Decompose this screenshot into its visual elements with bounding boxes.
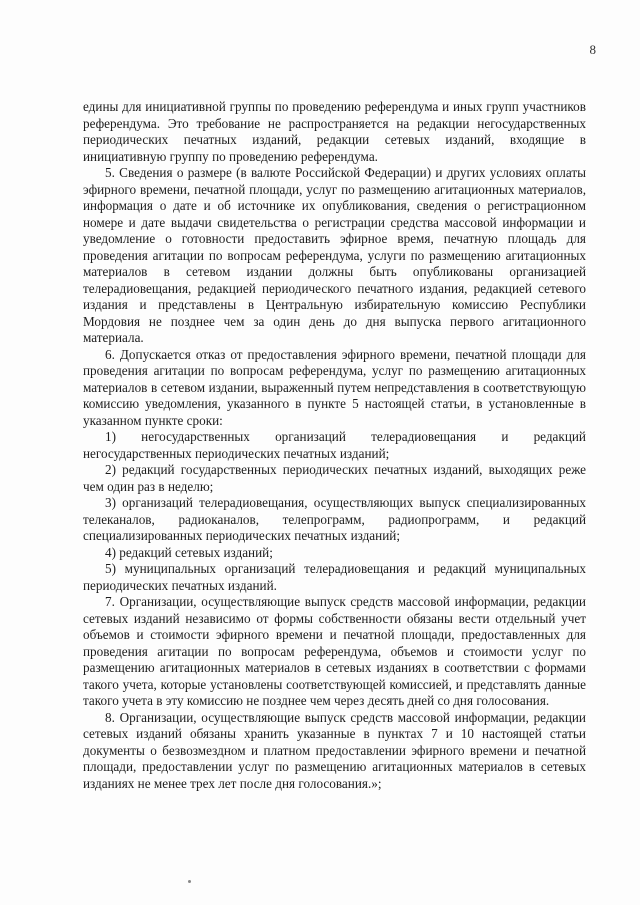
list-item-4: 4) редакций сетевых изданий; <box>105 544 273 560</box>
list-item-2: 2) редакций государственных периодических печатных изданий, выходящих реже чем один раз в неделю; <box>83 462 586 494</box>
page-number: 8 <box>589 42 596 57</box>
scan-speck <box>188 880 191 883</box>
list-item-5: 5) муниципальных организаций телерадиовещания и редакций муниципальных периодических печатных изданий. <box>83 561 586 593</box>
document-body <box>83 99 586 792</box>
paragraph-item-6: 6. Допускается отказ от предоставления эфирного времени, печатной площади для проведения агитации по вопросам референдума, услуг по размещению агитационных материалов в сетевом издании, выраженный путем непредставления в соответствующую комиссию уведомления, указанного в пункте 5 настоящей статьи, в установленные в указанном пункте сроки: <box>83 346 586 428</box>
paragraph-item-8: 8. Организации, осуществляющие выпуск средств массовой информации, редакции сетевых изданий обязаны хранить указанные в пунктах 7 и 10 настоящей статьи документы о безвозмездном и платном предоставлении эфирного времени и печатной площади, предоставлении услуг по размещению агитационных материалов в сетевых изданиях не менее трех лет после дня голосования.»; <box>83 709 586 791</box>
list-item-1: 1) негосударственных организаций телерадиовещания и редакций негосударственных периодических печатных изданий; <box>83 429 586 461</box>
paragraph-continuation: едины для инициативной группы по проведению референдума и иных групп участников референдума. Это требование не распространяется на редакции негосударственных периодических печатных изданий, редакции сетевых изданий, входящие в инициативную группу по проведению референдума. <box>83 99 586 164</box>
paragraph-item-5: 5. Сведения о размере (в валюте Российской Федерации) и других условиях оплаты эфирного времени, печатной площади, услуг по размещению агитационных материалов, информация о дате и об источнике их опубликования, сведения о регистрационном номере и дате выдачи свидетельства о регистрации средства массовой информации и уведомление о готовности предоставить эфирное время, печатную площадь для проведения агитации по вопросам референдума, услуги по размещению агитационных материалов в сетевом издании должны быть опубликованы организацией телерадиовещания, редакцией периодического печатного издания, редакцией сетевого издания и представлены в Центральную избирательную комиссию Республики Мордовия не позднее чем за один день до дня выпуска первого агитационного материала. <box>83 165 586 345</box>
paragraph-item-7: 7. Организации, осуществляющие выпуск средств массовой информации, редакции сетевых изданий независимо от формы собственности обязаны вести отдельный учет объемов и стоимости эфирного времени и печатной площади, предоставленных для проведения агитации по вопросам референдума, объемов и стоимости услуг по размещению агитационных материалов в сетевых изданиях в соответствии с формами такого учета, которые установлены соответствующей комиссией, и представлять данные такого учета в эту комиссию не позднее чем через десять дней со дня голосования. <box>83 594 586 708</box>
list-item-3: 3) организаций телерадиовещания, осуществляющих выпуск специализированных телеканалов, радиоканалов, телепрограмм, радиопрограмм, и редакций специализированных периодических печатных изданий; <box>83 495 586 543</box>
